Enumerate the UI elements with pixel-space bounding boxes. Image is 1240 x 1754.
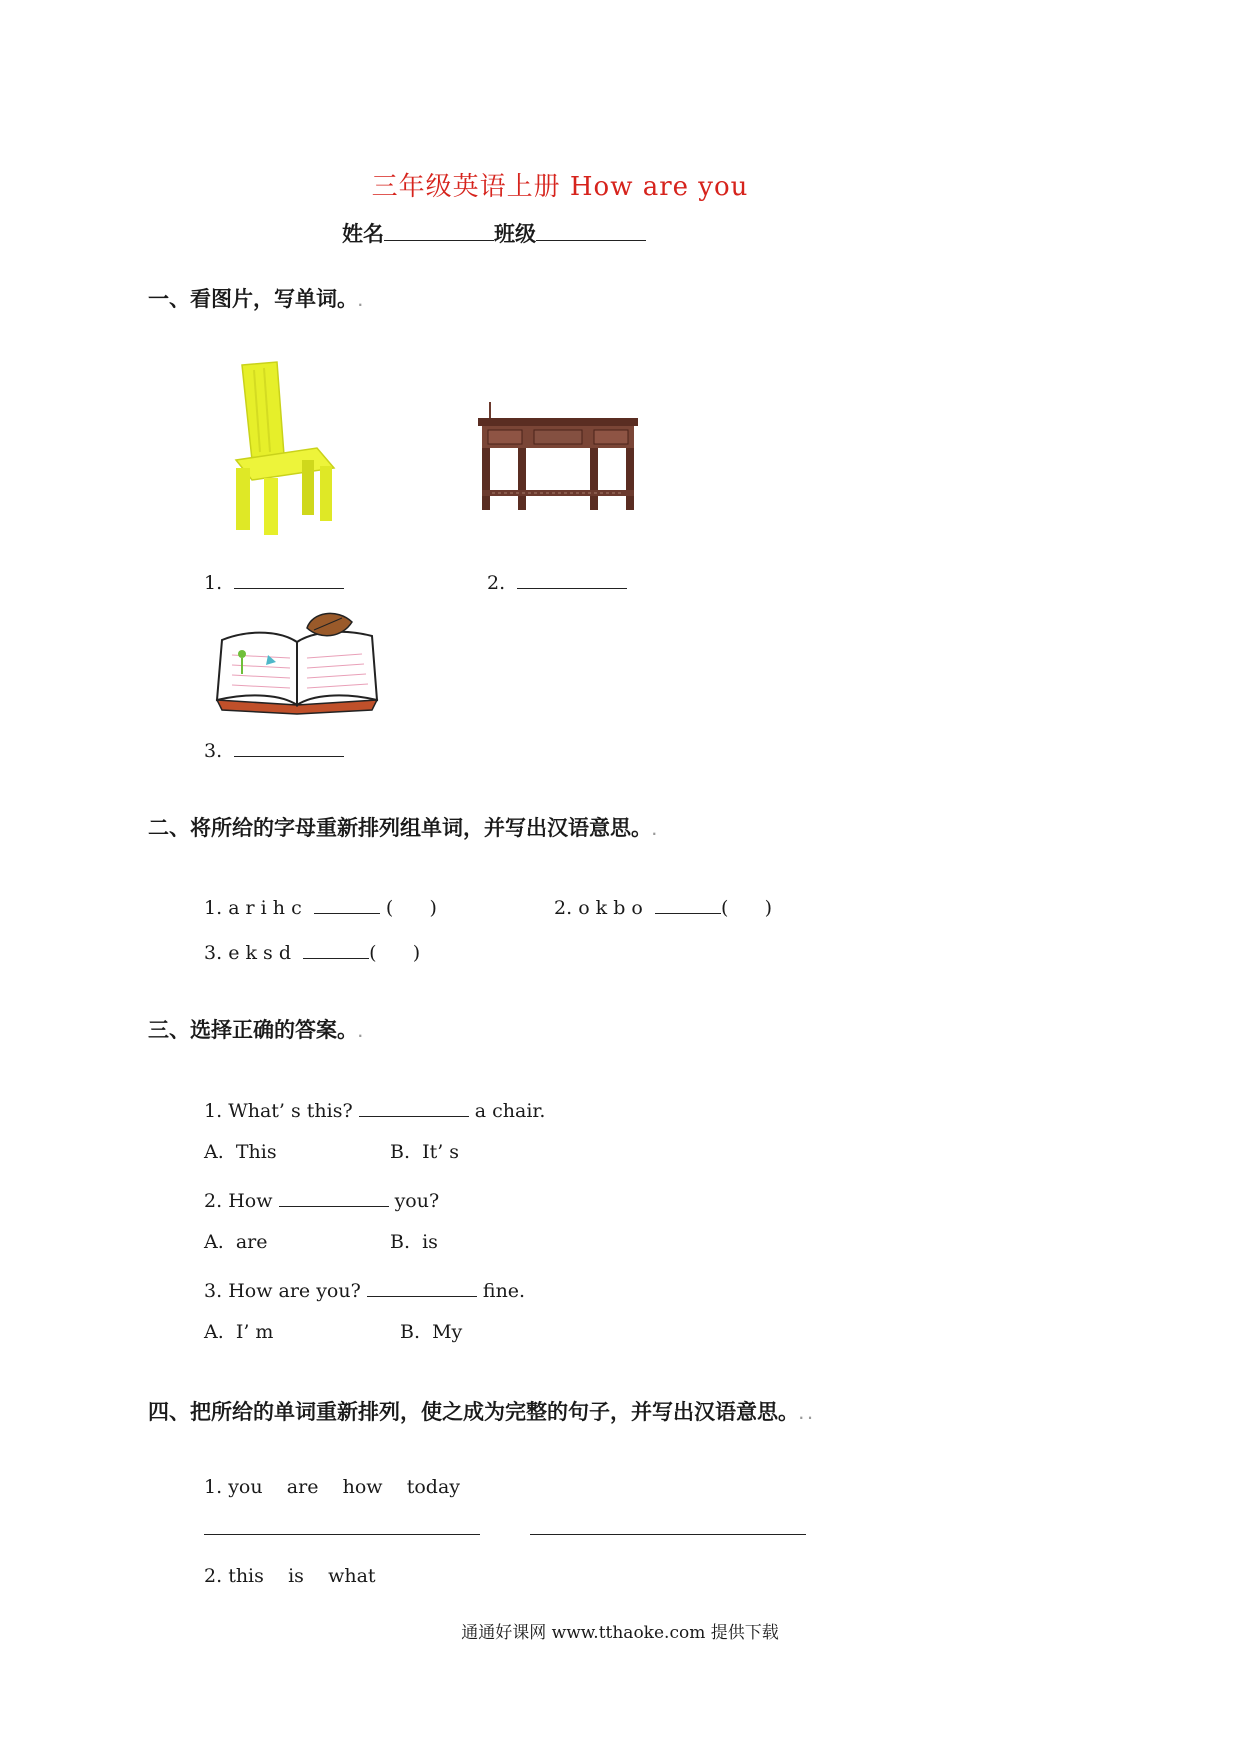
section3-heading: 三、选择正确的答案。. [148,1018,363,1042]
answer-blank[interactable] [314,893,380,914]
section3-question-3: 3. How are you? fine. [204,1276,525,1302]
meaning-answer-line[interactable] [530,1534,806,1535]
book-picture [212,610,382,715]
section3-q2-option-a[interactable]: A. are [204,1231,268,1253]
chair-picture [222,360,342,540]
section4-item-2: 2. this is what [204,1565,376,1587]
footer-site-name: 通通好课网 [461,1623,547,1643]
class-label: 班级 [494,222,536,246]
answer-blank[interactable] [303,938,369,959]
class-blank[interactable] [536,240,646,241]
answer-blank[interactable] [234,736,344,757]
section3-q2-option-b[interactable]: B. is [390,1231,438,1253]
answer-blank[interactable] [517,568,627,589]
answer-blank[interactable] [367,1276,477,1297]
section4-heading: 四、把所给的单词重新排列，使之成为完整的句子，并写出汉语意思。. . [148,1400,813,1424]
section2-heading: 二、将所给的字母重新排列组单词，并写出汉语意思。. [148,816,657,840]
sentence-answer-line[interactable] [204,1534,480,1535]
section3-q3-option-b[interactable]: B. My [400,1321,463,1343]
section2-item-3: 3. e k s d ( ) [204,938,420,964]
footer-url: www.tthaoke.com [551,1623,706,1643]
name-class-line [342,218,646,248]
answer-blank[interactable] [655,893,721,914]
section2-item-1: 1. a r i h c ( ) [204,893,437,919]
name-blank[interactable] [384,240,494,241]
desk-picture [478,400,638,515]
section1-item-1: 1. [204,568,344,594]
section1-item-3: 3. [204,736,344,762]
page-title: 三年级英语上册 How are you [371,172,749,202]
answer-blank[interactable] [234,568,344,589]
section3-q1-option-b[interactable]: B. It’ s [390,1141,460,1163]
name-label: 姓名 [342,222,384,246]
section3-question-1: 1. What’ s this? a chair. [204,1096,545,1122]
answer-blank[interactable] [359,1096,469,1117]
section1-heading: 一、看图片，写单词。. [148,287,363,311]
section3-question-2: 2. How you? [204,1186,439,1212]
footer-suffix: 提供下载 [710,1623,779,1643]
section3-q1-option-a[interactable]: A. This [204,1141,277,1163]
page-footer [0,1618,1240,1643]
answer-blank[interactable] [279,1186,389,1207]
section1-item-2: 2. [487,568,627,594]
section4-item-1: 1. you are how today [204,1476,461,1498]
section3-q3-option-a[interactable]: A. I’ m [204,1321,274,1343]
section2-item-2: 2. o k b o ( ) [554,893,772,919]
